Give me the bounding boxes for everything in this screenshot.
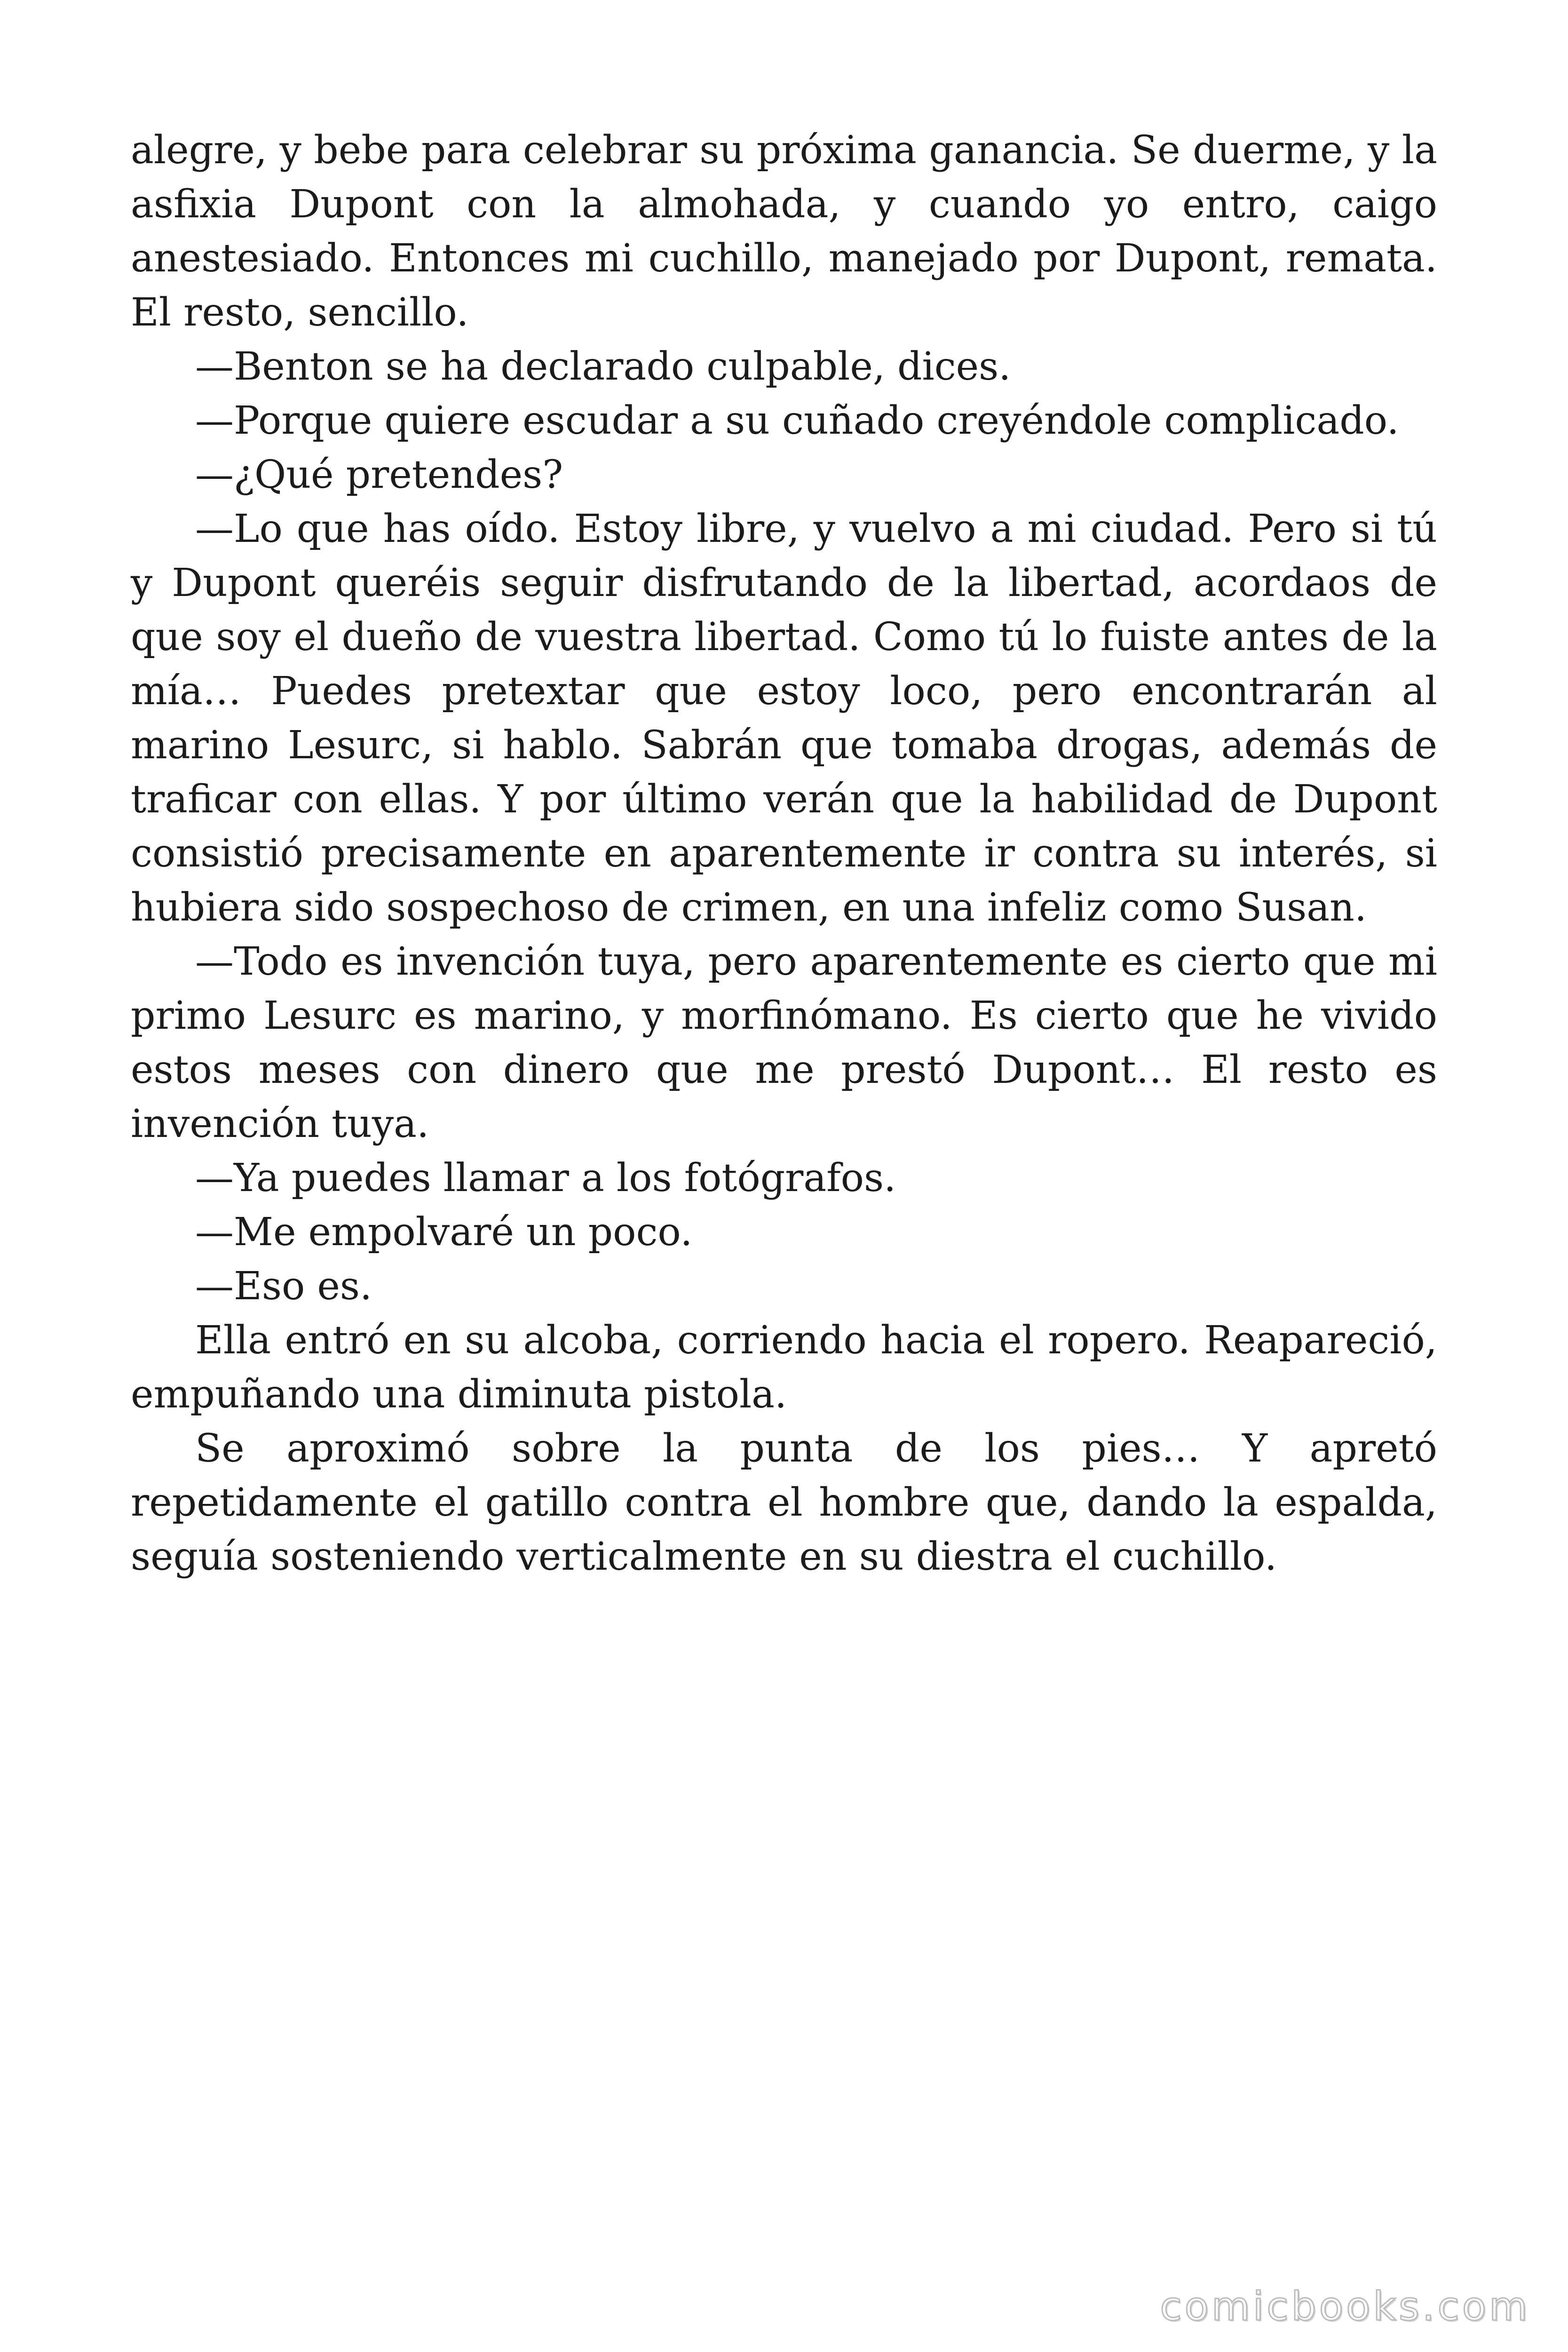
paragraph-7: —Ya puedes llamar a los fotógrafos. xyxy=(195,1156,896,1200)
paragraph-9: —Eso es. xyxy=(195,1264,372,1309)
paragraph-11: Se aproximó sobre la punta de los pies… Y apretó repetidamente el gatillo contra el hombre que, dando la espalda, seguía sosteniendo verticalmente en su diestra el cuchillo. xyxy=(131,1426,1437,1579)
paragraph-8: —Me empolvaré un poco. xyxy=(195,1210,693,1255)
paragraph-3: —Porque quiere escudar a su cuñado creyéndole complicado. xyxy=(195,398,1399,443)
watermark: comicbooks.com xyxy=(1160,2283,1530,2329)
page-body xyxy=(131,123,1437,1584)
paragraph-2: —Benton se ha declarado culpable, dices. xyxy=(195,344,1011,389)
paragraph-1: alegre, y bebe para celebrar su próxima ganancia. Se duerme, y la asfixia Dupont con la almohada, y cuando yo entro, caigo anestesiado. Entonces mi cuchillo, manejado por Dupont, remata. El resto, sencillo. xyxy=(131,128,1437,335)
paragraph-10: Ella entró en su alcoba, corriendo hacia el ropero. Reapareció, empuñando una diminuta pistola. xyxy=(131,1318,1437,1417)
paragraph-4: —¿Qué pretendes? xyxy=(195,453,563,497)
paragraph-5: —Lo que has oído. Estoy libre, y vuelvo a mi ciudad. Pero si tú y Dupont queréis seguir disfrutando de la libertad, acordaos de que soy el dueño de vuestra libertad. Como tú lo fuiste antes de la mía… Puedes pretextar que estoy loco, pero encontrarán al marino Lesurc, si hablo. Sabrán que tomaba drogas, además de traficar con ellas. Y por último verán que la habilidad de Dupont consistió precisamente en aparentemente ir contra su interés, si hubiera sido sospechoso de crimen, en una infeliz como Susan. xyxy=(131,507,1437,930)
paragraph-6: —Todo es invención tuya, pero aparentemente es cierto que mi primo Lesurc es marino, y morfinómano. Es cierto que he vivido estos meses con dinero que me prestó Dupont… El resto es invención tuya. xyxy=(131,939,1437,1146)
